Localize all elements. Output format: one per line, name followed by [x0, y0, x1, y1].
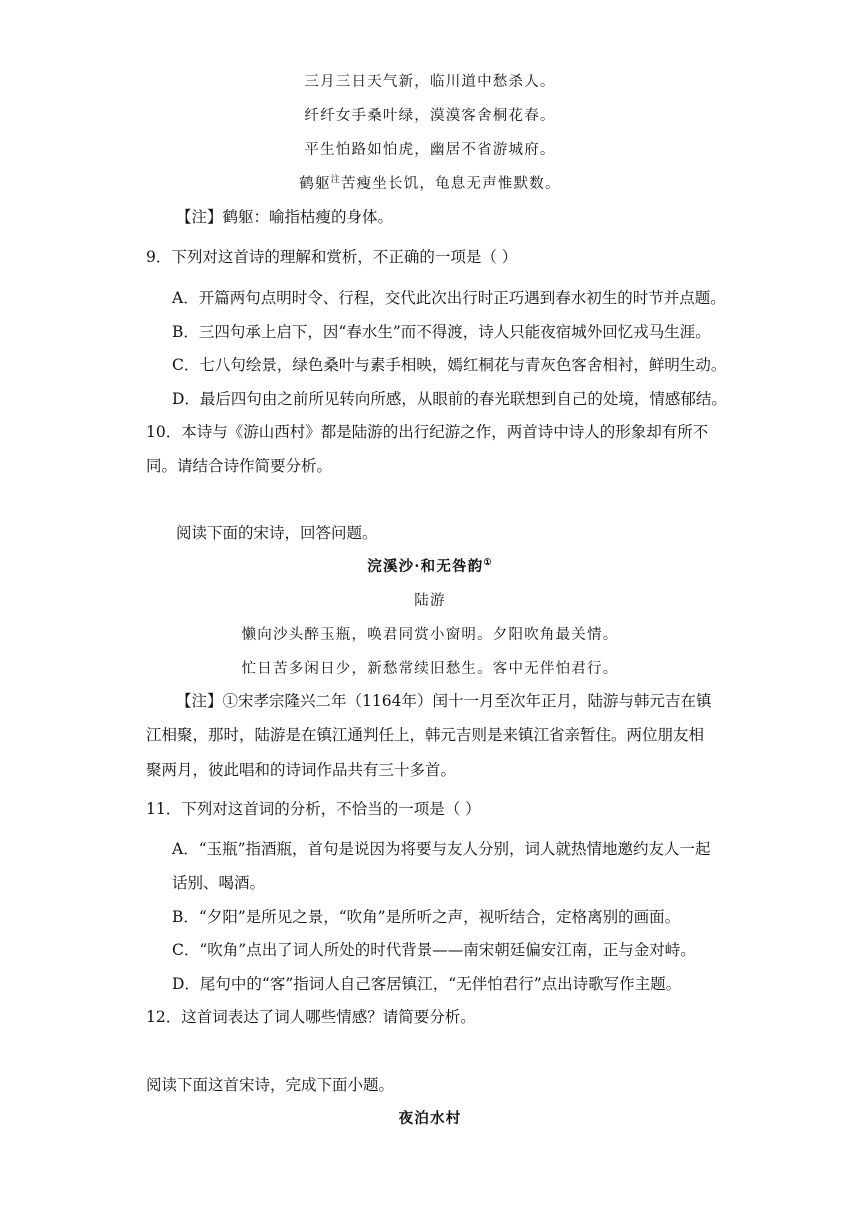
question-9-stem: 9．下列对这首诗的理解和赏析，不正确的一项是（ ） [146, 248, 518, 266]
reading-intro: 阅读下面的宋诗，回答问题。 [176, 524, 378, 542]
footnote-marker: ① [483, 558, 493, 568]
option-a: A．开篇两句点明时令、行程，交代此次出行时正巧遇到春水初生的时节并点题。 [172, 289, 726, 307]
option-c: C．“吹角”点出了词人所处的时代背景——南宋朝廷偏安江南，正与金对峙。 [172, 941, 696, 959]
poem-title [0, 556, 860, 578]
poem-text: 鹤躯 [299, 176, 331, 192]
option-b: B．“夕阳”是所见之景，“吹角”是所听之声，视听结合，定格离别的画面。 [172, 908, 681, 926]
option-d: D．尾句中的“客”指词人自己客居镇江，“无伴怕君行”点出诗歌写作主题。 [172, 975, 682, 993]
note-cont: 聚两月，彼此唱和的诗词作品共有三十多首。 [146, 761, 457, 779]
question-12-stem: 12．这首词表达了词人哪些情感？请简要分析。 [146, 1008, 476, 1026]
option-b: B．三四句承上启下，因“春水生”而不得渡，诗人只能夜宿城外回忆戎马生涯。 [172, 323, 711, 341]
question-11-stem: 11．下列对这首词的分析，不恰当的一项是（ ） [146, 800, 481, 818]
reading-intro: 阅读下面这首宋诗，完成下面小题。 [146, 1076, 395, 1094]
option-c: C．七八句绘景，绿色桑叶与素手相映，嫣红桐花与青灰色客舍相衬，鲜明生动。 [172, 356, 727, 374]
option-a-cont: 话别、喝酒。 [172, 874, 266, 892]
note: 【注】①宋孝宗隆兴二年（1164年）闰十一月至次年正月，陆游与韩元吉在镇 [176, 692, 712, 710]
question-10-stem-cont: 同。请结合诗作简要分析。 [146, 457, 333, 475]
poem-title: 夜泊水村 [398, 1110, 462, 1127]
option-a: A．“玉瓶”指酒瓶，首句是说因为将要与友人分别，词人就热情地邀约友人一起 [172, 840, 711, 858]
poem-line [0, 173, 860, 195]
poem-line: 忙日苦多闲日少，新愁常续旧愁生。客中无伴怕君行。 [241, 661, 619, 677]
poem-line: 懒向沙头醉玉瓶，唤君同赏小窗明。夕阳吹角最关情。 [241, 627, 619, 643]
question-10-stem: 10．本诗与《游山西村》都是陆游的出行纪游之作，两首诗中诗人的形象却有所不 [146, 423, 709, 441]
poem-title-text: 浣溪沙·和无咎韵 [367, 558, 484, 575]
note-cont: 江相聚，那时，陆游是在镇江通判任上，韩元吉则是来镇江省亲暂住。两位朋友相 [146, 726, 705, 744]
poem-line: 纤纤女手桑叶绿，漠漠客舍桐花春。 [304, 108, 556, 124]
poem-text: 苦瘦坐长饥，龟息无声惟默数。 [340, 176, 561, 192]
footnote-marker: 注 [330, 175, 341, 185]
option-d: D．最后四句由之前所见转向所感，从眼前的春光联想到自己的处境，情感郁结。 [172, 390, 727, 408]
poem-author: 陆游 [414, 593, 446, 609]
poem-line: 三月三日天气新，临川道中愁杀人。 [304, 74, 556, 90]
note: 【注】鹤躯：喻指枯瘦的身体。 [176, 208, 394, 226]
poem-line: 平生怕路如怕虎，幽居不省游城府。 [304, 142, 556, 158]
